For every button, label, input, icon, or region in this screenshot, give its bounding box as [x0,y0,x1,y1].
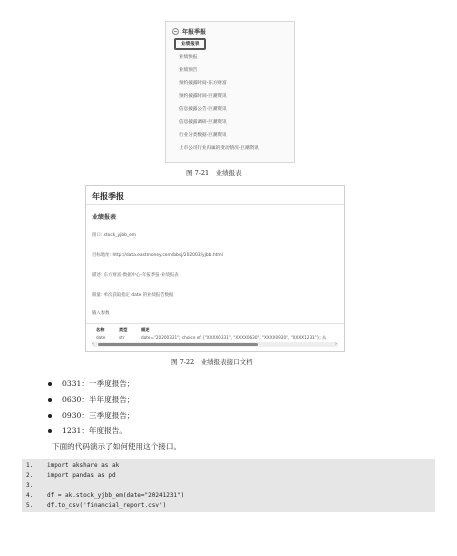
menu-group-header[interactable] [172,27,206,36]
menu-item[interactable]: 业绩预告 [179,68,198,73]
horizontal-scrollbar[interactable] [92,342,338,347]
code-block [22,459,435,512]
scroll-right-icon[interactable]: › [335,341,337,347]
menu-item[interactable]: 信息披露调研-巨潮资讯 [179,120,227,125]
doc-title: 年报季报 [92,192,124,201]
body-paragraph: 下面的代码演示了如何使用这个接口。 [52,442,182,451]
doc-line-api: 接口: stock_yjbb_em [92,233,137,238]
table-header-name: 名称 [96,327,105,332]
line-number: 3. [26,482,34,489]
table-cell: str [119,335,125,340]
table-cell: date="20200331"; choice of {"XXXX0331", "XXXX0630", "XXXX0930", "XXXX1231"}; 从 [141,335,327,340]
line-number: 1. [26,462,34,469]
bullet-icon [48,382,52,386]
menu-item-selected[interactable]: 业绩报表 [174,38,206,50]
list-item: 0930：三季度报告； [48,410,134,421]
figure-caption: 图 7-22 业绩报表接口文档 [171,358,253,366]
menu-item[interactable]: 上市公司行业归属的变动情况-巨潮资讯 [179,146,259,151]
scroll-left-icon[interactable]: ‹ [92,341,94,347]
menu-item[interactable]: 信息披露公告-巨潮资讯 [179,107,227,112]
code-line: import pandas as pd [47,472,116,479]
menu-item[interactable]: 预约披露时间-巨潮资讯 [179,94,227,99]
menu-item[interactable]: 预约披露时间-东方财富 [179,81,227,86]
divider [86,204,344,205]
line-number: 4. [26,492,34,499]
line-number: 5. [26,502,34,509]
figure-caption: 图 7-21 业绩报表 [186,169,242,177]
doc-line-desc: 描述: 东方财富-数据中心-年报季报-业绩报表 [92,273,179,278]
bullet-icon [48,398,52,402]
bullet-icon [48,429,52,433]
table-header-desc: 描述 [141,327,150,332]
code-line: import akshare as ak [47,462,120,469]
doc-line-params: 输入参数 [92,311,110,316]
list-item: 1231：年度报告。 [48,425,127,436]
table-header-type: 类型 [119,327,128,332]
list-item: 0331：一季度报告； [48,378,134,389]
divider [86,323,344,324]
line-number: 2. [26,472,34,479]
scrollbar-thumb[interactable] [98,343,258,346]
menu-group-label: 年报季报 [182,29,207,36]
doc-subtitle: 业绩报表 [92,214,117,221]
menu-item[interactable]: 业绩快报 [179,55,198,60]
figure-doc-panel [85,185,345,352]
collapse-icon[interactable] [172,28,179,35]
table-cell: date [96,335,106,340]
bullet-icon [48,414,52,418]
code-line: df.to_csv('financial_report.csv') [47,502,167,509]
code-line: df = ak.stock_yjbb_em(date="20241231") [47,492,185,499]
list-item: 0630：半年度报告； [48,394,134,405]
figure-menu-panel [165,21,295,163]
menu-item[interactable]: 行业分类数据-巨潮资讯 [179,133,227,138]
doc-line-url[interactable]: 目标地址: http://data.eastmoney.com/bbsj/202003/yjbb.html [92,253,223,258]
doc-line-limit: 限量: 单次获取指定 date 的业绩报告数据 [92,293,174,298]
